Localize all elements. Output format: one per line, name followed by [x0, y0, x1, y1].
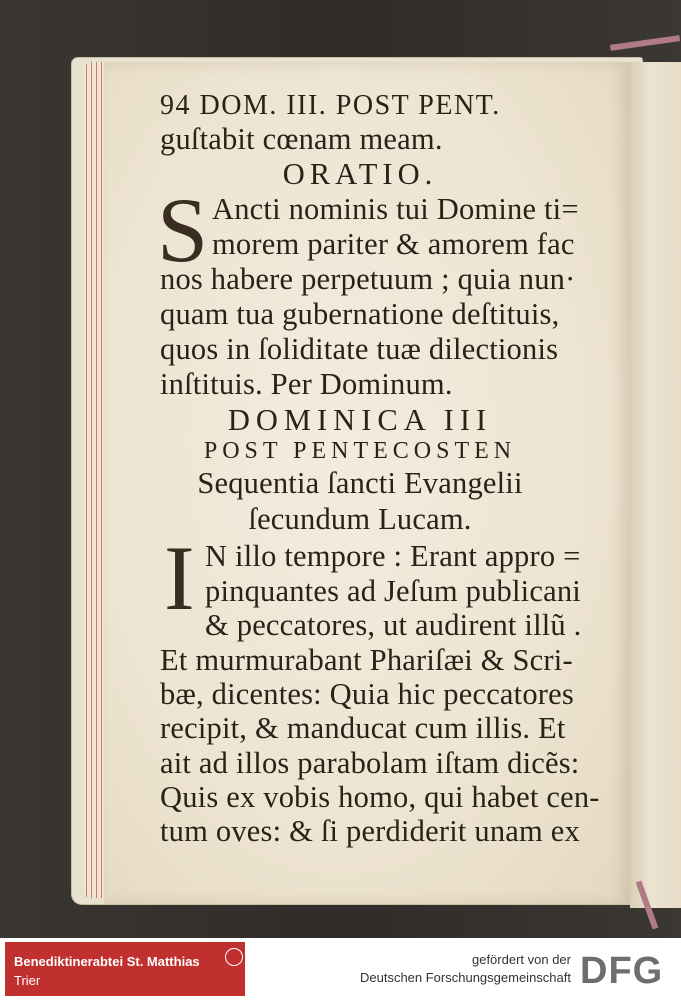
text-line: pinquantes ad Jeſum publicani — [205, 574, 581, 608]
text-line: Quis ex vobis homo, qui habet cen- — [160, 780, 600, 814]
text-line: nos habere perpetuum ; quia nun· — [160, 262, 576, 296]
section-heading-oratio: ORATIO. — [282, 157, 438, 191]
footer-bar — [0, 938, 681, 1000]
section-subheading: POST PENTECOSTEN — [203, 438, 517, 464]
text-line: quos in ſoliditate tuæ dilectionis — [160, 332, 559, 366]
text-line: N illo tempore : Erant appro = — [205, 539, 581, 573]
drop-cap-i: I — [164, 527, 195, 629]
funder-name: Deutschen Forschungsgemeinschaft — [359, 970, 571, 985]
institution-badge[interactable] — [5, 942, 245, 996]
gospel-heading: ſecundum Lucam. — [248, 502, 472, 536]
text-line: guſtabit cœnam meam. — [160, 122, 443, 156]
bookmark-ribbon — [610, 35, 680, 51]
text-line: morem pariter & amorem fac — [212, 227, 575, 261]
gospel-heading: Sequentia ſancti Evangelii — [197, 466, 523, 500]
text-line: & peccatores, ut audirent illũ . — [205, 608, 582, 642]
red-page-edges — [84, 62, 106, 898]
running-head: 94 DOM. III. POST PENT. — [160, 90, 501, 121]
dfg-logo[interactable]: DFG — [580, 950, 664, 992]
right-page-edge — [630, 62, 681, 908]
text-line: Ancti nominis tui Domine ti= — [212, 192, 579, 226]
text-line: quam tua gubernatione deſtituis, — [160, 297, 560, 331]
text-line: Et murmurabant Phariſæi & Scri- — [160, 643, 573, 677]
text-line: inſtituis. Per Dominum. — [160, 367, 453, 401]
text-line: bæ, dicentes: Quia hic peccatores — [160, 677, 574, 711]
section-heading-dominica: DOMINICA III — [227, 403, 493, 437]
institution-name: Benediktinerabtei St. Matthias — [14, 954, 200, 969]
drop-cap-s: S — [157, 179, 209, 281]
text-line: tum oves: & ſi perdiderit unam ex — [160, 814, 580, 848]
text-line: recipit, & manducat cum illis. Et — [160, 711, 566, 745]
abbey-logo-icon — [225, 948, 243, 966]
text-line: ait ad illos parabolam iſtam dicẽs: — [160, 746, 580, 780]
institution-city: Trier — [14, 973, 41, 988]
funded-by-label: gefördert von der — [471, 952, 571, 967]
